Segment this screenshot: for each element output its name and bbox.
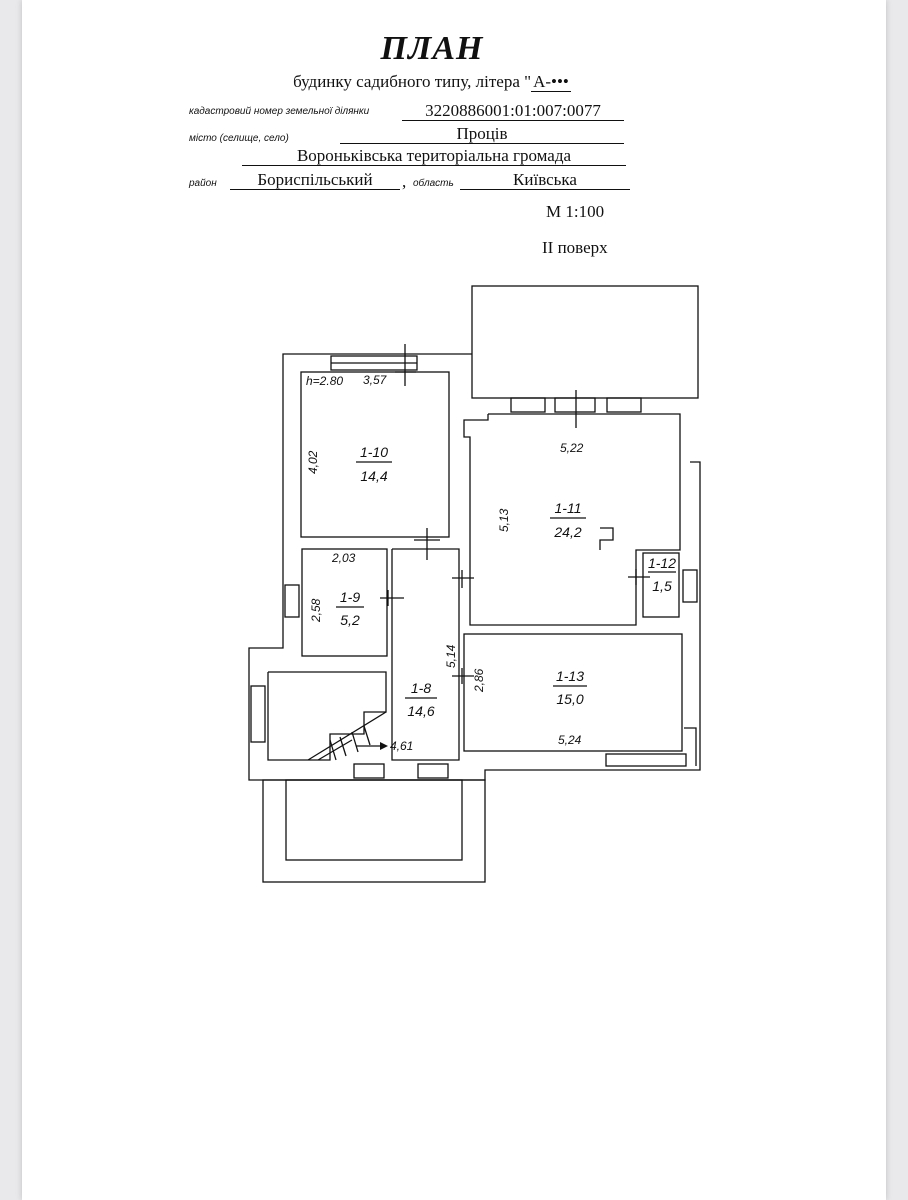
- dim-d4: 5,13: [497, 508, 511, 532]
- height-note: h=2.80: [306, 374, 344, 388]
- room-1-9-id: 1-9: [339, 589, 361, 605]
- room-labels: [340, 444, 676, 719]
- room-1-11-area: 24,2: [554, 524, 582, 540]
- room-1-13-area: 15,0: [556, 691, 584, 707]
- room-1-8-area: 14,6: [407, 703, 435, 719]
- dim-d5: 2,03: [332, 551, 356, 565]
- room-1-10-area: 14,4: [360, 468, 388, 484]
- dim-d7: 5,14: [444, 644, 458, 668]
- dim-d2: 4,02: [306, 450, 320, 474]
- page-title: ПЛАН: [380, 30, 484, 67]
- region-value: Київська: [460, 170, 630, 190]
- district-value: Бориспільський: [230, 170, 400, 190]
- city-value: Проців: [340, 124, 624, 144]
- cadastral-value: 3220886001:01:007:0077: [402, 101, 624, 121]
- room-1-8-id: 1-8: [410, 680, 432, 696]
- dim-d10: 5,24: [558, 733, 582, 747]
- region-label: область: [413, 178, 454, 189]
- dim-d9: 4,61: [390, 739, 414, 753]
- subtitle-text: будинку садибного типу, літера ": [293, 72, 532, 91]
- dim-d6: 2,58: [309, 598, 323, 622]
- district-label: район: [189, 178, 217, 189]
- cadastral-label: кадастровий номер земельної ділянки: [189, 106, 370, 117]
- dim-d1: 3,57: [363, 373, 387, 387]
- stair-arrowhead: [380, 742, 388, 750]
- dim-d3: 5,22: [560, 441, 584, 455]
- room-1-10-id: 1-10: [359, 444, 389, 460]
- room-1-9-area: 5,2: [340, 612, 360, 628]
- room-1-12-id: 1-12: [647, 555, 677, 571]
- room-1-11-id: 1-11: [554, 500, 582, 516]
- building-letter: А-•••: [533, 72, 569, 91]
- dim-d8: 2,86: [472, 668, 486, 692]
- floor-label: ІІ поверх: [542, 238, 608, 257]
- comma-separator: ,: [402, 172, 407, 191]
- room-1-13-id: 1-13: [555, 668, 585, 684]
- plan-labels: [306, 373, 584, 753]
- scale-label: М 1:100: [546, 202, 605, 221]
- city-label: місто (селище, село): [189, 133, 289, 144]
- room-1-12-area: 1,5: [652, 578, 672, 594]
- community-value: Вороньківська територіальна громада: [242, 146, 626, 166]
